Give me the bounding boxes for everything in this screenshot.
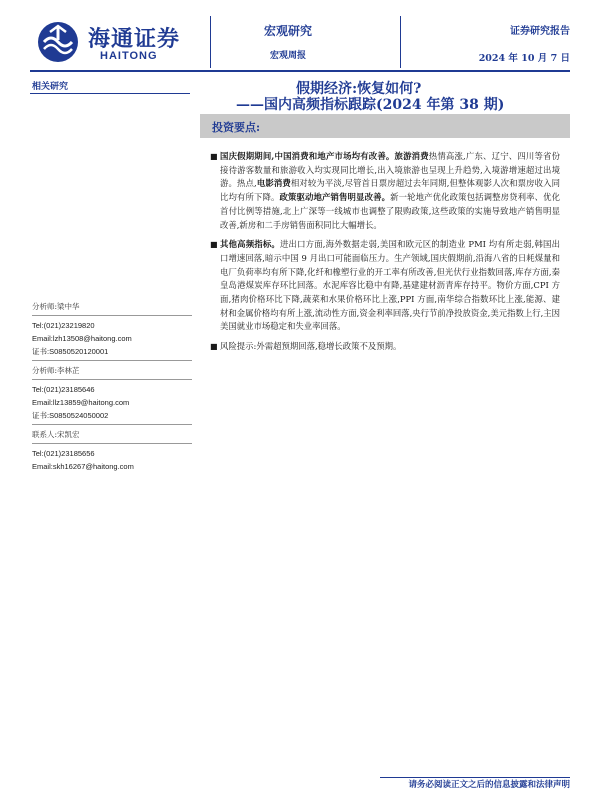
bullet-text: 相对较为平淡,尽管首日票房超过去年同期,但整体观影人次和票房收入同比均有所下降。 [220, 178, 560, 203]
bullet-lead: 电影消费 [256, 178, 291, 189]
analyst-name: 分析师:梁中华 [32, 302, 80, 311]
header-rule [30, 70, 570, 72]
contact-tel: Tel:(021)23185656 [32, 449, 95, 458]
related-research-rule [30, 93, 190, 94]
logo-english-text: HAITONG [100, 50, 158, 62]
bullet-lead: 政策驱动地产销售明显改善。 [279, 192, 391, 203]
header-divider-right [400, 16, 401, 68]
company-logo [36, 18, 186, 68]
analyst-cert: 证书:S0850520120001 [32, 347, 109, 356]
report-header [0, 0, 600, 70]
bullet-icon: ■ [210, 152, 218, 161]
bullet-icon: ■ [210, 240, 218, 250]
bullet-high-frequency [210, 238, 560, 334]
disclaimer-text: 请务必阅读正文之后的信息披露和法律声明 [408, 780, 570, 790]
bullet-consumption-property [210, 150, 560, 232]
analyst-email[interactable]: Email:llz13859@haitong.com [32, 398, 130, 407]
bullet-text: 风险提示:外需超预期回落,稳增长政策不及预期。 [220, 341, 402, 352]
analyst-tel: Tel:(021)23185646 [32, 385, 95, 394]
divider [32, 315, 192, 316]
contact-email[interactable]: Email:skh16267@haitong.com [32, 462, 134, 471]
report-category: 宏观研究 [264, 24, 313, 38]
bullet-text: 进出口方面,海外数据走弱,美国和欧元区的制造业 PMI 均有所走弱,韩国出口增速回落,暗示中国 9 月出口可能面临压力。生产领域,国庆假期前,沿海八省的日耗煤量和电厂负荷率均有所下降,化纤和橡塑行业的开工率有所改善,但光伏行业指数回落,库存方面,秦皇岛港煤炭库存环比回落。水泥库容比稳中有降,基建建材沥青库存持平。物价方面,CPI 方面,猪肉价格环比下降,蔬菜和水果价格环比上涨,PPI 方面,南华综合指数环比上涨,能源、建材和金属价格均有所上涨,流动性方面,资金利率回落,央行节前净投放资金,美元指数上行,主因美国就业市场稳定和失业率回落。 [220, 239, 561, 332]
bullet-risk [210, 340, 560, 354]
divider [32, 443, 192, 444]
analyst-tel: Tel:(021)23219820 [32, 321, 95, 330]
related-research-label: 相关研究 [32, 82, 69, 92]
report-subcategory: 宏观周报 [270, 51, 307, 61]
analyst-contacts [32, 300, 192, 473]
bullet-text: 新一轮地产优化政策包括调整房贷利率、优化首付比例等措施,北上广深等一线城市也调整了限购政策,这些政策的实施导致地产销售明显改善,新房和二手房销售面积同比大幅增长。 [220, 192, 561, 230]
analyst-cert: 证书:S0850524050002 [32, 411, 109, 420]
report-subtitle: ——国内高频指标跟踪(2024 年第 38 期) [236, 97, 505, 113]
report-type: 证券研究报告 [510, 26, 570, 37]
divider [32, 360, 192, 361]
bullet-lead: 国庆假期期间,中国消费和地产市场均有改善。旅游消费 [220, 151, 429, 161]
analyst-name: 分析师:李林芷 [32, 366, 80, 375]
bullet-text: 热情高涨,广东、辽宁、四川等省份接待游客数量和旅游收入均实现同比增长,出入境旅游也呈现上升趋势,入境游增速超过出境游。热点, [220, 151, 560, 189]
analyst-email[interactable]: Email:lzh13508@haitong.com [32, 334, 132, 343]
divider [32, 424, 192, 425]
key-points-header [200, 114, 570, 138]
key-points-list [210, 150, 560, 360]
logo-chinese-text: 海通证券 [88, 26, 181, 52]
bullet-icon: ■ [210, 342, 218, 352]
contact-name: 联系人:宋凯宏 [32, 430, 80, 439]
report-date: 2024 年 10 月 7 日 [478, 53, 570, 64]
header-divider-left [210, 16, 211, 68]
key-points-label: 投资要点: [212, 121, 261, 134]
bullet-lead: 其他高频指标。 [220, 239, 280, 250]
haitong-logo-icon [36, 20, 80, 64]
divider [32, 379, 192, 380]
report-title: 假期经济:恢复如何? [296, 81, 422, 97]
